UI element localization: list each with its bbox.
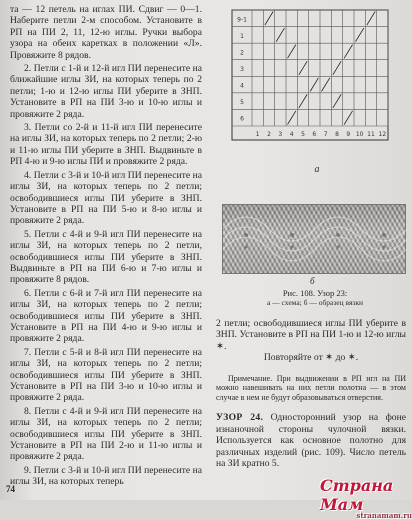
paragraph-step-2: 2. Петли с 1-й и 12-й игл ПИ перенесите на ближайшие иглы ЗИ, на которых теперь по 2 петли; 1-ю и 12-ю иглы ПИ уберите в ЗНП. Установите в РП на ПИ 3-ю и 10-ю иглы и провяжите 2 ряда. — [10, 63, 202, 120]
paragraph-repeat: Повторяйте от ✶ до ✶. — [263, 352, 359, 364]
knitted-sample-photo — [222, 204, 406, 274]
pattern-24-heading: УЗОР 24. — [216, 412, 264, 424]
paragraph-continuation: 2 петли; освободившиеся иглы ПИ уберите в ЗНП. Установите в РП на ПИ 1-ю и 12-ю иглы ✶. — [216, 318, 406, 352]
paragraph-step-8: 8. Петли с 4-й и 9-й игл ПИ перенесите на иглы ЗИ, на которых теперь по 2 петли; освободившиеся иглы ПИ уберите в ЗНП. Установите в РП на ПИ 2-ю и 11-ю иглы и провяжите 2 ряда. — [10, 405, 202, 463]
lace-texture — [223, 205, 405, 273]
paragraph-intro: та — 12 петель на иглах ПИ. Сдвиг — 0—1. Наберите петли 2-м способом. Установите в РП на ПИ 2, 11, 12-ю иглы. Ручки выбора узора на обеих каретках в положении «Л». Провяжите 8 рядов. — [10, 4, 202, 61]
figure-caption-title: Рис. 108. Узор 23: — [282, 288, 348, 298]
paragraph-step-9: 9. Петли с 3-й и 10-й игл ПИ перенесите на иглы ЗИ, на которых теперь — [10, 464, 202, 488]
chart-row-label: 6 — [240, 115, 244, 123]
chart-column-number: 9 — [346, 131, 351, 138]
chart-column-number: 3 — [278, 131, 283, 138]
watermark-domain: stranamam.ru — [356, 511, 412, 520]
chart-column-number: 4 — [289, 131, 294, 138]
pattern-24-text: Односторонний узор на фоне изнаночной стороны чулочной вязки. Используется как основное полотно для различных изделий (рис. 109). Число петель на ЗИ кратно 5. — [216, 412, 406, 470]
chart-column-number: 8 — [335, 131, 339, 138]
figure-caption — [230, 288, 400, 308]
note-paragraph: Примечание. При выдвижении в РП игл на ПИ можно навешивать на них петли полотна — в этом случае в нем не будут образовываться отверстия. — [216, 373, 406, 402]
chart-column-number: 7 — [323, 131, 328, 138]
paragraph-step-7: 7. Петли с 5-й и 8-й игл ПИ перенесите на иглы ЗИ, на которых теперь по 2 петли; освободившиеся иглы ПИ уберите в ЗНП. Установите в РП на ПИ 3-ю и 10-ю иглы и провяжите 2 ряда. — [10, 346, 202, 404]
right-column — [216, 318, 406, 469]
knitting-chart — [218, 4, 406, 184]
chart-row-label: 9-1 — [237, 16, 247, 24]
paragraph-step-6: 6. Петли с 6-й и 7-й игл ПИ перенесите на иглы ЗИ, на которых теперь по 2 петли; освободившиеся иглы ПИ уберите в ЗНП. Установите в РП на ПИ 4-ю и 9-ю иглы и провяжите 2 ряда. — [10, 287, 202, 345]
chart-column-number: 2 — [267, 131, 271, 138]
chart-column-number: 12 — [378, 131, 387, 138]
chart-row-label: 5 — [240, 99, 244, 107]
chart-column-number: 11 — [367, 131, 375, 138]
pattern-24-paragraph — [216, 412, 406, 469]
chart-column-number: 1 — [255, 131, 260, 138]
figure-caption-subtitle: а — схема; б — образец вязки — [266, 298, 364, 307]
left-column — [10, 4, 202, 488]
chart-column-number: 10 — [355, 131, 364, 138]
page-number: 74 — [6, 484, 15, 494]
watermark-logo — [320, 476, 412, 520]
paragraph-step-4: 4. Петли с 3-й и 10-й игл ПИ перенесите на иглы ЗИ, на которых теперь по 2 петли; освободившиеся иглы ПИ уберите в ЗНП. Установите в РП на ПИ 5-ю и 8-ю иглы и провяжите 2 ряда. — [10, 169, 202, 227]
chart-row-label: 2 — [240, 49, 244, 57]
chart-column-number: 6 — [312, 131, 317, 138]
chart-row-label: 3 — [240, 65, 244, 73]
chart-grid-border — [232, 10, 388, 140]
chart-row-label: 4 — [240, 82, 244, 90]
chart-column-number: 5 — [301, 131, 305, 138]
watermark-text: Страна Мам — [320, 476, 394, 514]
paragraph-step-3: 3. Петли со 2-й и 11-й игл ПИ перенесите на иглы ЗИ, на которых теперь по 2 петли; 2-ю и 11-ю иглы ПИ уберите в ЗНП. Выдвиньте в РП 4-ю и 9-ю иглы ПИ и провяжите 2 ряда. — [10, 122, 202, 168]
chart-label: а — [314, 164, 320, 175]
paragraph-step-5: 5. Петли с 4-й и 9-й игл ПИ перенесите на иглы ЗИ, на которых теперь по 2 петли, освободившиеся иглы ПИ уберите в ЗНП. Выдвиньте в РП на ПИ 6-ю и 7-ю иглы и провяжите 8 рядов. — [10, 228, 202, 286]
photo-label: б — [310, 276, 315, 286]
chart-row-label: 1 — [240, 32, 244, 40]
